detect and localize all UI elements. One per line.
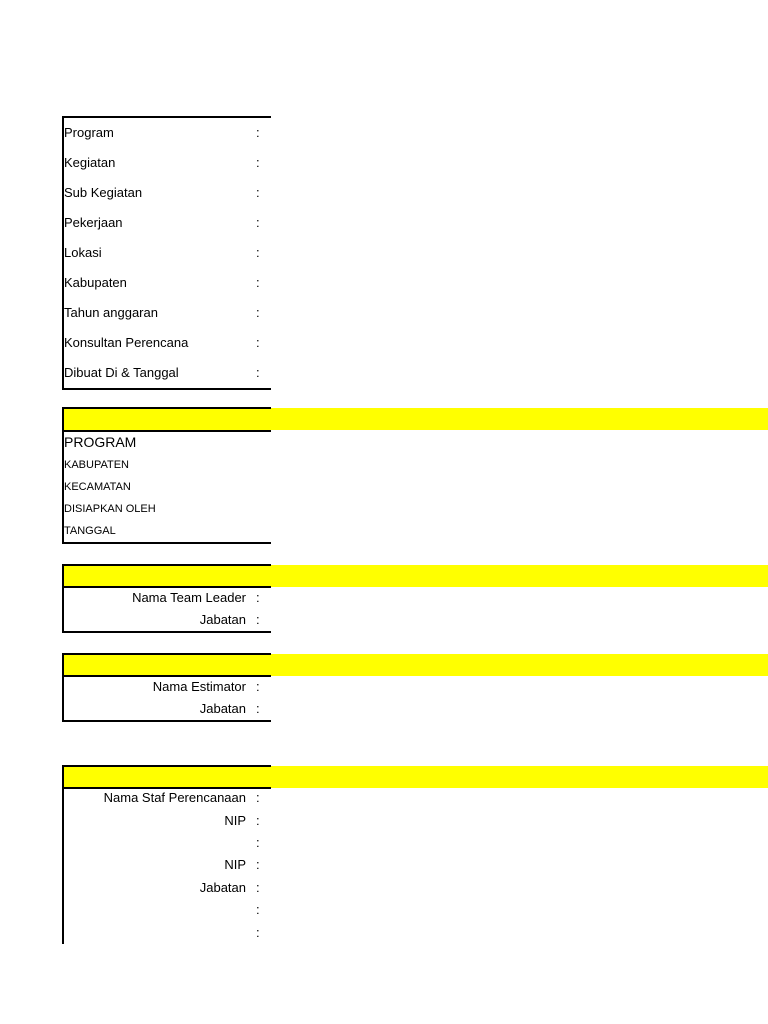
estimator-left-border xyxy=(62,653,64,722)
program-bottom-border xyxy=(62,542,271,544)
info-label-lokasi: Lokasi xyxy=(64,245,102,260)
program-item-disiapkan: DISIAPKAN OLEH xyxy=(64,503,156,515)
info-sep: : xyxy=(256,365,260,380)
info-label-pekerjaan: Pekerjaan xyxy=(64,215,123,230)
program-item-kabupaten: KABUPATEN xyxy=(64,459,129,471)
info-label-dibuat: Dibuat Di & Tanggal xyxy=(64,365,179,380)
info-sep: : xyxy=(256,245,260,260)
estimator-jabatan-label: Jabatan xyxy=(199,701,246,716)
staff-sep: : xyxy=(256,880,260,895)
staff-sep: : xyxy=(256,857,260,872)
info-top-border xyxy=(62,116,271,118)
staff-left-border xyxy=(62,765,64,944)
team-leader-highlight xyxy=(64,565,768,587)
staff-name-label: Nama Staf Perencanaan xyxy=(103,790,246,805)
info-label-program: Program xyxy=(64,125,114,140)
info-sep: : xyxy=(256,335,260,350)
staff-jabatan-label: Jabatan xyxy=(199,880,246,895)
estimator-header-border xyxy=(62,675,271,677)
info-sep: : xyxy=(256,215,260,230)
program-top-border xyxy=(62,407,271,409)
estimator-sep: : xyxy=(256,679,260,694)
team-leader-header-border xyxy=(62,586,271,588)
program-header-highlight xyxy=(64,408,768,430)
team-leader-bottom-border xyxy=(62,631,271,633)
staff-top-border xyxy=(62,765,271,767)
estimator-name-label: Nama Estimator xyxy=(152,679,246,694)
info-sep: : xyxy=(256,155,260,170)
staff-sep: : xyxy=(256,790,260,805)
info-label-kabupaten: Kabupaten xyxy=(64,275,127,290)
staff-sep: : xyxy=(256,835,260,850)
estimator-sep: : xyxy=(256,701,260,716)
staff-header-border xyxy=(62,787,271,789)
estimator-highlight xyxy=(64,654,768,676)
info-sep: : xyxy=(256,305,260,320)
info-bottom-border xyxy=(62,388,271,390)
team-leader-sep: : xyxy=(256,590,260,605)
team-leader-left-border xyxy=(62,564,64,633)
team-leader-top-border xyxy=(62,564,271,566)
info-label-konsultan: Konsultan Perencana xyxy=(64,335,189,350)
staff-sep: : xyxy=(256,925,260,940)
team-leader-jabatan-label: Jabatan xyxy=(199,612,246,627)
team-leader-sep: : xyxy=(256,612,260,627)
staff-sep: : xyxy=(256,813,260,828)
team-leader-name-label: Nama Team Leader xyxy=(132,590,246,605)
info-label-tahun-anggaran: Tahun anggaran xyxy=(64,305,158,320)
info-sep: : xyxy=(256,185,260,200)
program-item-kecamatan: KECAMATAN xyxy=(64,481,131,493)
info-sep: : xyxy=(256,125,260,140)
info-label-kegiatan: Kegiatan xyxy=(64,155,116,170)
estimator-bottom-border xyxy=(62,720,271,722)
program-title: PROGRAM xyxy=(64,434,137,450)
staff-nip-label-2: NIP xyxy=(224,857,246,872)
program-item-tanggal: TANGGAL xyxy=(64,525,116,537)
info-label-sub-kegiatan: Sub Kegiatan xyxy=(64,185,143,200)
info-sep: : xyxy=(256,275,260,290)
staff-sep: : xyxy=(256,902,260,917)
staff-nip-label: NIP xyxy=(224,813,246,828)
estimator-top-border xyxy=(62,653,271,655)
staff-highlight xyxy=(64,766,768,788)
program-header-border xyxy=(62,430,271,432)
